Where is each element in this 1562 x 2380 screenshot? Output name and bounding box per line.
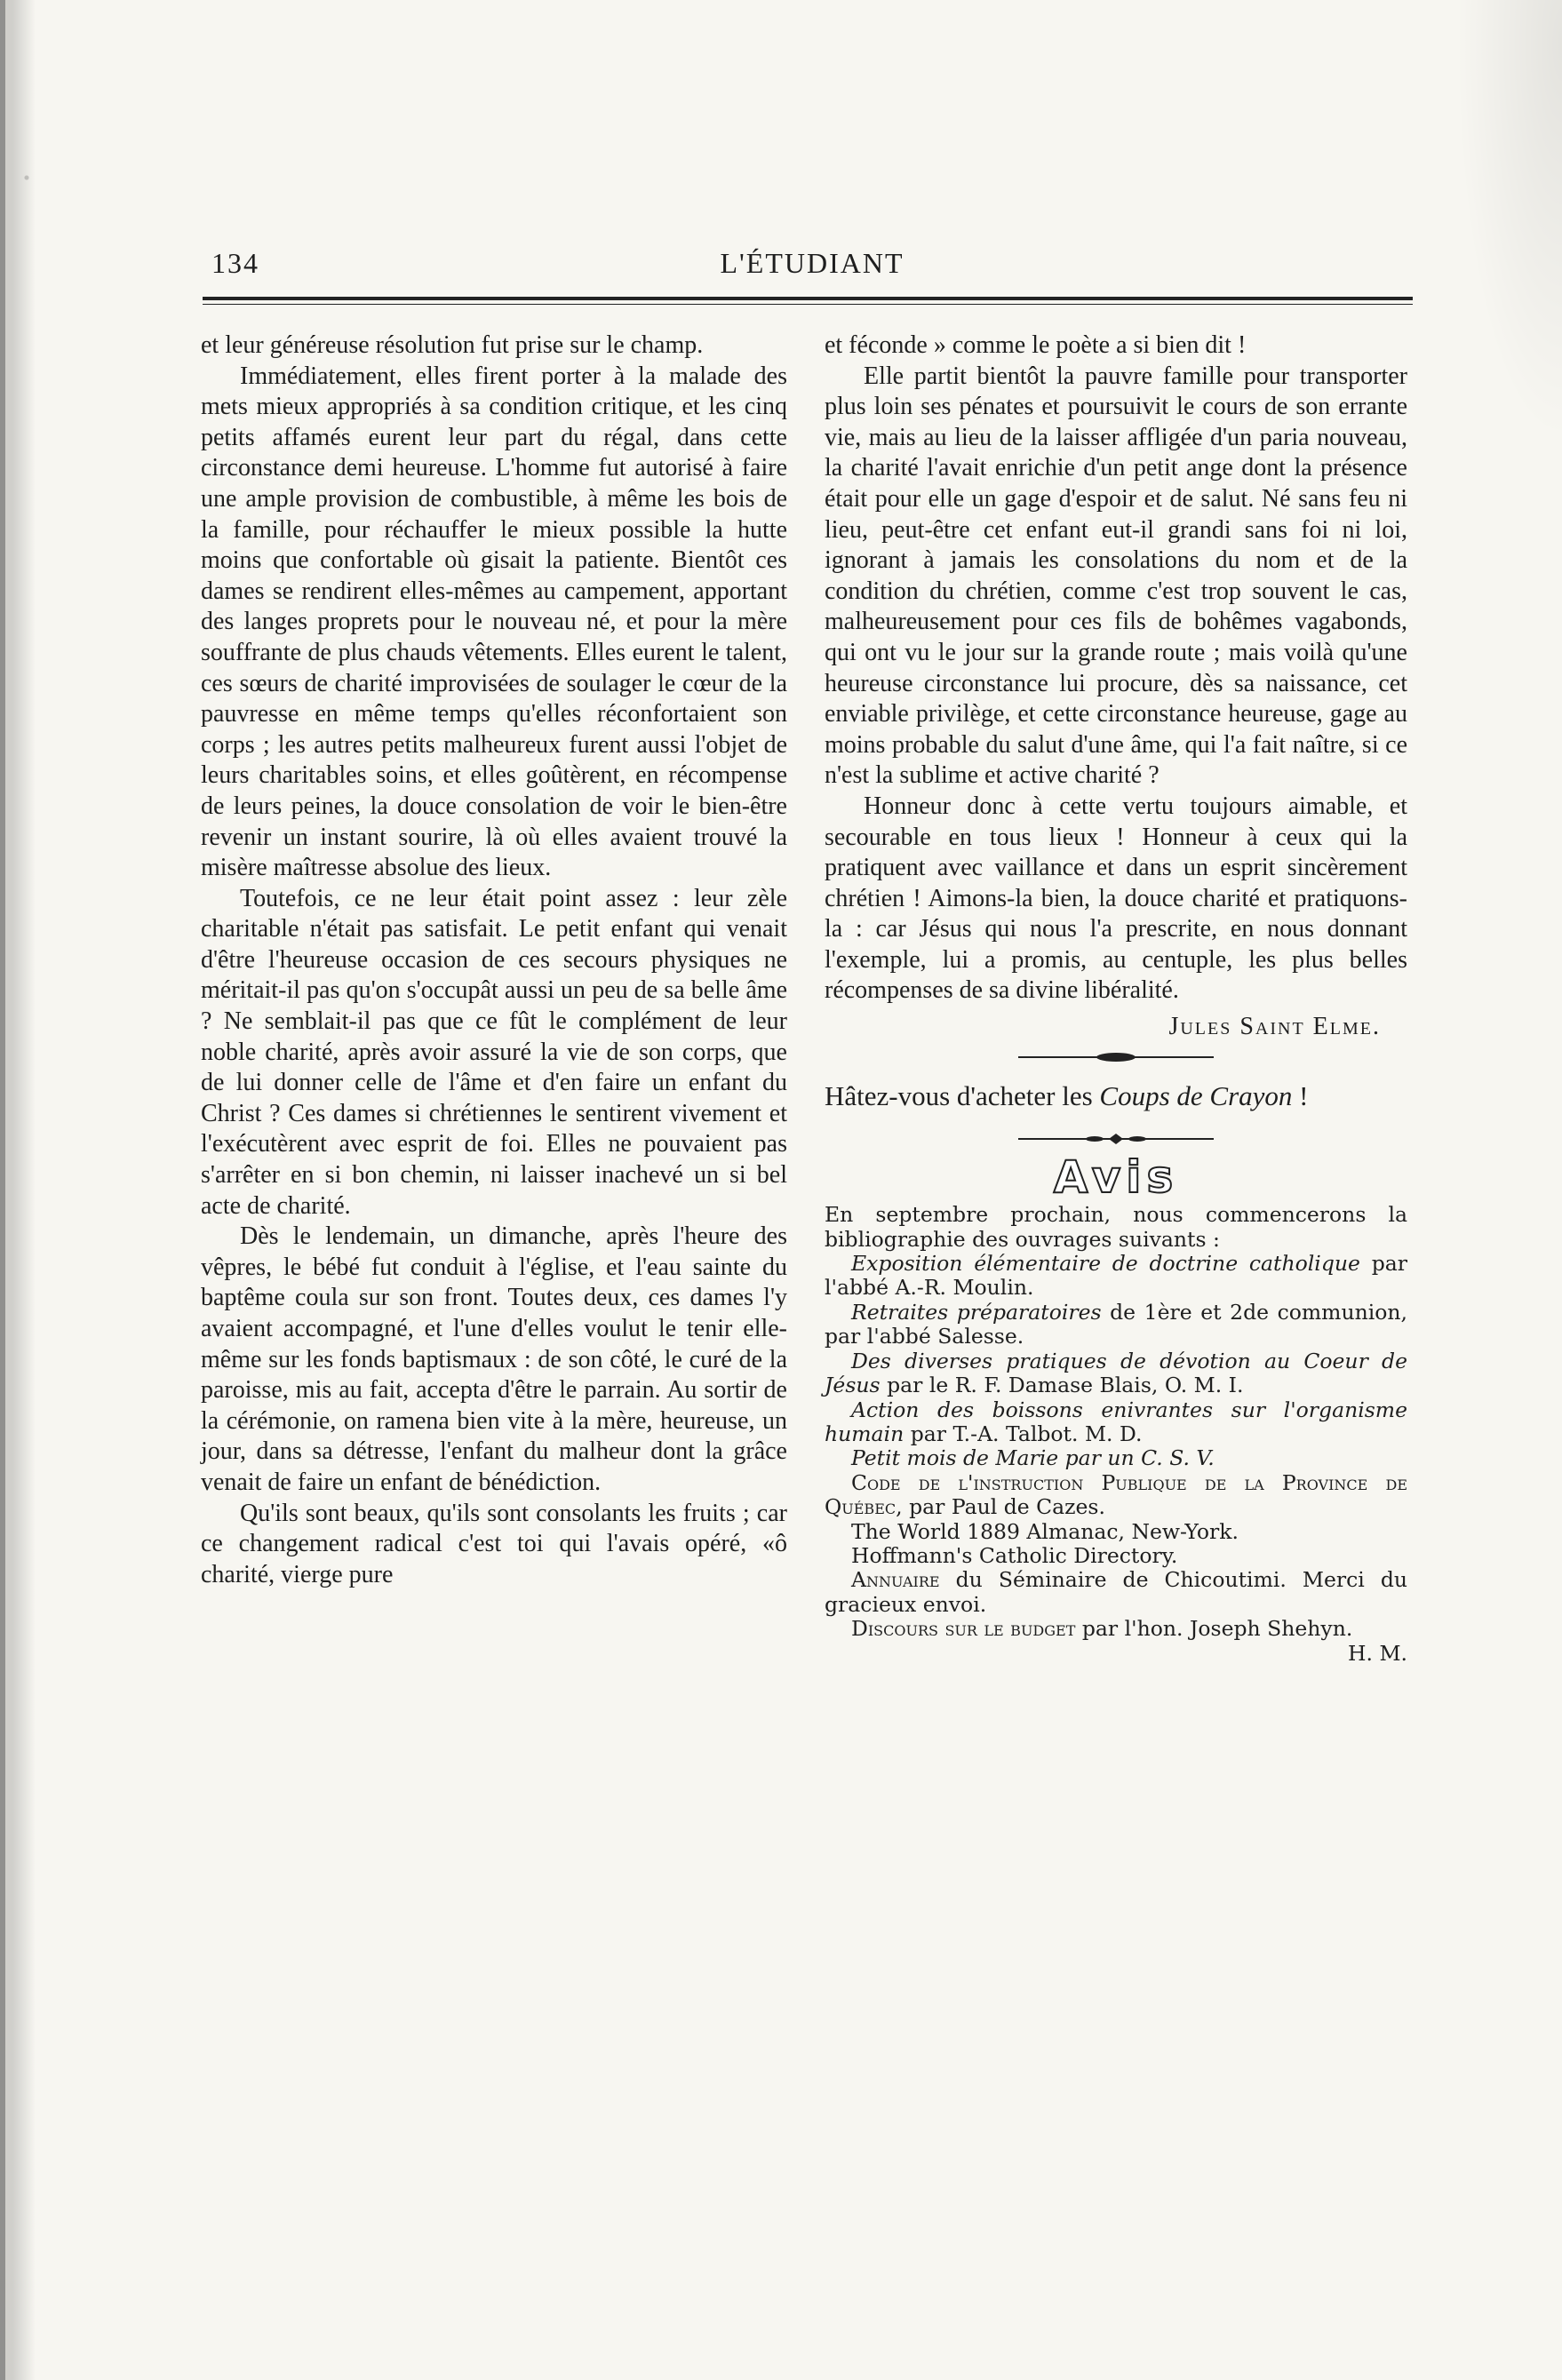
item-title: Code de l'instruction Publique de la Province de Québec, xyxy=(825,1469,1407,1520)
item-title: Discours sur le budget xyxy=(851,1616,1076,1642)
notice-item xyxy=(825,1471,1407,1520)
paragraph: Dès le lendemain, un dimanche, après l'heure des vêpres, le bébé fut conduit à l'église, et l'eau sainte du baptême coula sur son front. Toutes deux, ces dames l'y avaient accompagné, et l'une d'elles voulut le tenir elle-même sur les fonds baptismaux : de son côté, le curé de la paroisse, mis au fait, accepta d'être le parrain. Au sortir de la cérémonie, on ramena bien vite à la mère, heureuse, un jour, dans sa détresse, l'enfant du malheur dont la grâce venait de faire un enfant de bénédiction. xyxy=(201,1222,787,1496)
notice-title: Avis xyxy=(1053,1150,1179,1203)
notice-initials: H. M. xyxy=(1348,1640,1407,1666)
item-rest: par Paul de Cazes. xyxy=(902,1494,1105,1520)
item-title: Des diverses pratiques de dévotion au Coeur de Jésus xyxy=(825,1348,1407,1398)
notice-list xyxy=(825,1203,1407,1666)
notice-item xyxy=(825,1446,1407,1470)
left-column xyxy=(201,330,787,1590)
ad-book-title: Coups de Crayon xyxy=(1099,1079,1293,1111)
item-title: Exposition élémentaire de doctrine catholique xyxy=(851,1251,1360,1277)
notice-item xyxy=(825,1301,1407,1349)
ad-end: ! xyxy=(1292,1079,1309,1111)
paragraph: Honneur donc à cette vertu toujours aimable, et secourable en tous lieux ! Honneur à ceux qui la pratiquent avec vaillance et dans un esprit sincèrement chrétien ! Aimons-la bien, la douce charité et pratiquons-la : car Jésus qui nous l'a prescrite, en nous donnant l'exemple, lui a promis, au centuple, les plus belles récompenses de sa divine libéralité. xyxy=(825,792,1407,1005)
paragraph: et féconde » comme le poète a si bien dit ! xyxy=(825,331,1247,359)
item-rest: par le R. F. Damase Blais, O. M. I. xyxy=(880,1373,1244,1398)
right-column xyxy=(825,330,1407,1666)
header-rule-thin xyxy=(203,304,1413,305)
ornament-divider xyxy=(1009,1050,1223,1064)
notice-item: Hoffmann's Catholic Directory. xyxy=(851,1542,1178,1568)
paragraph: Toutefois, ce ne leur était point assez : leur zèle charitable n'était pas satisfait. Le petit enfant qui venait d'être l'heureuse occasion de ces secours physiques ne méritait-il pas qu'on s'occupât aussi un peu de sa belle âme ? Ne semblait-il pas que ce fût le complément de leur noble charité, après avoir assuré la vie de son corps, que de lui donner celle de l'âme et d'en faire un enfant du Christ ? Ces dames si chrétiennes le sentirent vivement et l'exécutèrent avec esprit de foi. Elles ne pouvaient pas s'arrêter en si bon chemin, ni laisser inachevé un si bel acte de charité. xyxy=(201,884,787,1220)
item-title: Retraites préparatoires xyxy=(851,1299,1102,1325)
page-number: 134 xyxy=(211,247,259,279)
notice-intro: En septembre prochain, nous commencerons la bibliographie des ouvrages suivants : xyxy=(825,1202,1407,1252)
advertisement xyxy=(825,1080,1407,1112)
paragraph: Elle partit bientôt la pauvre famille pour transporter plus loin ses pénates et poursuivit le cours de son errante vie, mais au lieu de la laisser affligée d'un paria nouveau, la charité l'avait enrichie d'un petit ange dont la présence était pour elle un gage d'espoir et de salut. Né sans feu ni lieu, peut-être cet enfant eut-il grandi sans foi ni loi, ignorant à jamais les consolations du nom et de la condition du chrétien, comme c'est trop souvent le cas, malheureusement pour ces fils de bohêmes vagabonds, qui ont vu le jour sur la grande route ; mais voilà qu'une heureuse circonstance lui procure, dès sa naissance, cet enviable privilège, et cette circonstance heureuse, gage au moins probable du salut d'une âme, qui l'a fait naître, si ce n'est la sublime et active charité ? xyxy=(825,362,1407,790)
scan-edge-shadow xyxy=(0,0,124,2380)
header-rule-thick xyxy=(203,297,1413,300)
item-rest: du Séminaire de Chicoutimi. Merci du gracieux envoi. xyxy=(825,1567,1407,1617)
page-header xyxy=(211,247,1413,283)
notice-item xyxy=(825,1617,1407,1641)
notice-item xyxy=(825,1568,1407,1617)
paragraph: et leur généreuse résolution fut prise sur le champ. xyxy=(201,331,704,359)
notice-item xyxy=(825,1349,1407,1398)
paragraph: Immédiatement, elles firent porter à la malade des mets mieux appropriés à sa condition critique, et les cinq petits affamés eurent leur part du régal, dans cette circonstance demi heureuse. L'homme fut autorisé à faire une ample provision de combustible, à même les bois de la famille, pour réchauffer le mieux possible la hutte moins que confortable où gisait la patiente. Bientôt ces dames se rendirent elles-mêmes au campement, apportant des langes proprets pour le nouveau né, et pour la mère souffrante de plus chauds vêtements. Elles eurent le talent, ces sœurs de charité improvisées de soulager le cœur de la pauvresse en même temps qu'elles réconfortaient son corps ; les autres petits malheureux furent aussi l'objet de leurs charitables soins, et elles goûtèrent, en récompense de leurs peines, la douce consolation de voir le bien-être revenir un instant sourire, là où elles avaient trouvé la misère maîtresse absolue des lieux. xyxy=(201,362,787,882)
item-title: Annuaire xyxy=(851,1567,940,1593)
item-rest: par l'hon. Joseph Shehyn. xyxy=(1075,1616,1353,1642)
item-rest: par T.-A. Talbot. M. D. xyxy=(904,1421,1143,1446)
item-rest: par l'abbé A.-R. Moulin. xyxy=(825,1251,1408,1301)
item-title: Petit mois de Marie par un C. S. V. xyxy=(851,1445,1215,1471)
scan-corner-shadow xyxy=(1455,0,1562,444)
running-title: L'ÉTUDIANT xyxy=(720,247,905,279)
notice-item: The World 1889 Almanac, New-York. xyxy=(851,1518,1239,1544)
notice-item xyxy=(825,1398,1407,1447)
ad-text: Hâtez-vous d'acheter les xyxy=(825,1079,1093,1111)
item-rest: de 1ère et 2de communion, par l'abbé Salesse. xyxy=(825,1299,1408,1349)
item-title: Action des boissons enivrantes sur l'organisme humain xyxy=(825,1397,1407,1446)
author-signature: Jules Saint Elme. xyxy=(1168,1013,1381,1041)
notice-item xyxy=(825,1252,1407,1301)
ornament-divider xyxy=(1009,1132,1223,1146)
paragraph: Qu'ils sont beaux, qu'ils sont consolants les fruits ; car ce changement radical c'est toi qui l'avais opéré, «ô charité, vierge pure xyxy=(201,1499,787,1588)
